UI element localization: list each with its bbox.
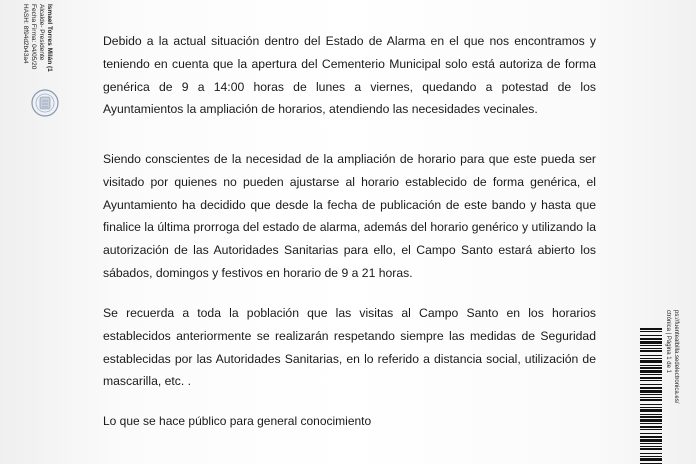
signer-role: Alcalde- Presidente: [38, 4, 45, 61]
barcode-icon: [640, 328, 662, 464]
paragraph-2: Siendo conscientes de la necesidad de la ampliación de horario para que este pueda ser visitado por quienes no pueden ajustarse al horario establecido de forma genérica, el Ayuntamiento ha decidido que desde la fecha de publicación de este bando y hasta que finalice la última prorroga del estado de alarma, además del horario genérico y utilizando la autorización de las Autoridades Sanitarias para ello, el Campo Santo estará abierto los sábados, domingos y festivos en horario de 9 a 21 horas.: [103, 152, 596, 280]
verification-strip: [640, 310, 690, 464]
verification-url: ps://fuentealbilla.sedelectronica.es/: [673, 310, 679, 404]
paragraph-3: Se recuerda a toda la población que las visitas al Campo Santo en los horarios establecidos anteriormente se realizarán respetando siempre las medidas de Seguridad establecidas por las Autoridades Sanitarias, en lo referido a distancia social, utilización de mascarilla, etc. .: [103, 306, 596, 389]
paragraph-1: Debido a la actual situación dentro del Estado de Alarma en el que nos encontramos y teniendo en cuenta que la apertura del Cementerio Municipal solo está autoriza de forma genérica de 9 a 14:00 horas de lunes a viernes, quedando a potestad de los Ayuntamientos la ampliación de horarios, atendiendo las necesidades vecinales.: [103, 34, 596, 117]
signature-hash: HASH: 8f94d2b43a4: [22, 4, 29, 64]
signature-date: Fecha Firma: 04/05/20: [30, 4, 37, 70]
closing-line: Lo que se hace público para general conocimiento: [103, 414, 372, 428]
municipal-seal-icon: [30, 88, 60, 118]
page-indicator: ctrónica | Página 1 de 1: [665, 310, 671, 373]
signer-name: Ismael Torres Milán (1: [46, 4, 53, 72]
electronic-signature-block: [22, 0, 54, 92]
